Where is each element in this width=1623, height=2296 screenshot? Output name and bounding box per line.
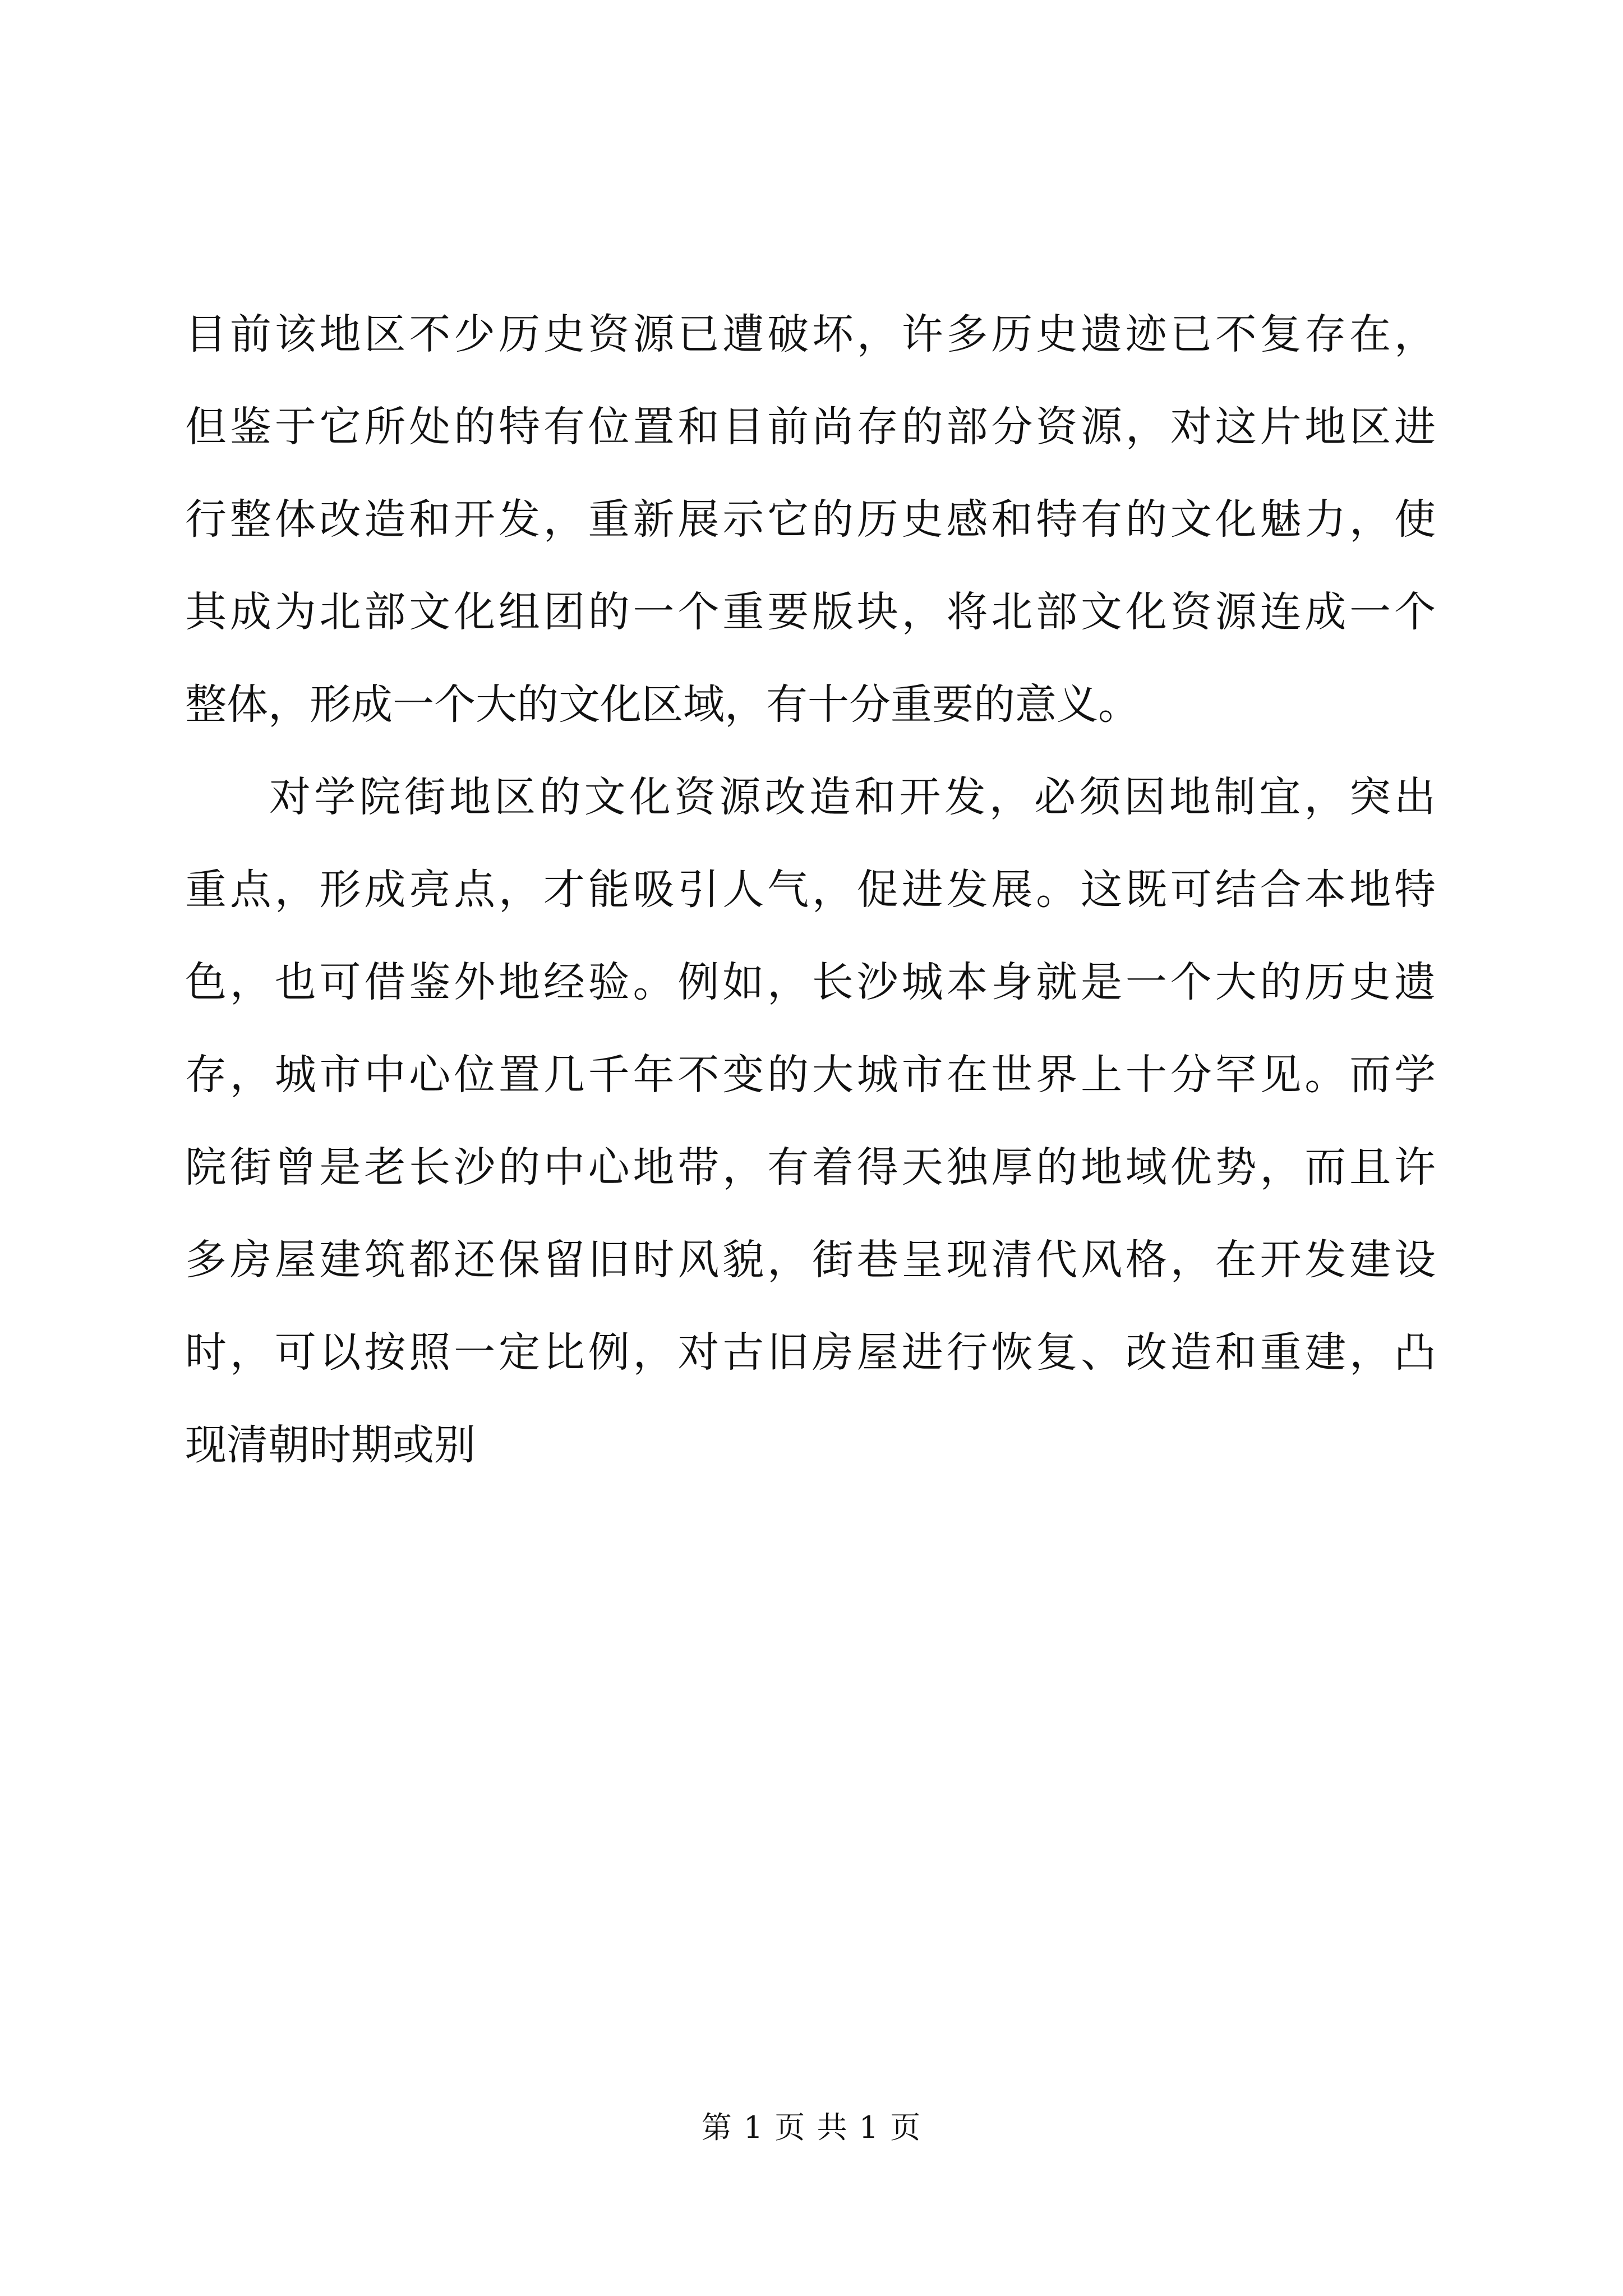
text-line: 整体，形成一个大的文化区域，有十分重要的意义。 [185,680,1140,729]
paragraph-1 [185,303,1436,766]
text-line: 重点，形成亮点，才能吸引人气，促进发展。这既可结合本地特 [185,866,1436,914]
text-line: 对学院街地区的文化资源改造和开发，必须因地制宜，突出 [269,773,1436,821]
page-footer: 第 1 页 共 1 页 [701,2110,922,2145]
text-line: 院街曾是老长沙的中心地带，有着得天独厚的地域优势，而且许 [185,1143,1436,1191]
document-body [185,303,1436,1506]
text-line: 存，城市中心位置几千年不变的大城市在世界上十分罕见。而学 [185,1051,1436,1099]
text-line: 色，也可借鉴外地经验。例如，长沙城本身就是一个大的历史遗 [185,958,1436,1006]
text-line: 但鉴于它所处的特有位置和目前尚存的部分资源，对这片地区进 [185,403,1436,451]
paragraph-2 [185,766,1436,1506]
text-line: 行整体改造和开发，重新展示它的历史感和特有的文化魅力，使 [185,495,1436,544]
text-line: 现清朝时期或别 [185,1421,476,1469]
text-line: 多房屋建筑都还保留旧时风貌，街巷呈现清代风格，在开发建设 [185,1236,1436,1284]
text-line: 目前该地区不少历史资源已遭破坏，许多历史遗迹已不复存在， [185,310,1436,358]
text-line: 其成为北部文化组团的一个重要版块，将北部文化资源连成一个 [185,588,1436,636]
text-line: 时，可以按照一定比例，对古旧房屋进行恢复、改造和重建，凸 [185,1328,1436,1377]
